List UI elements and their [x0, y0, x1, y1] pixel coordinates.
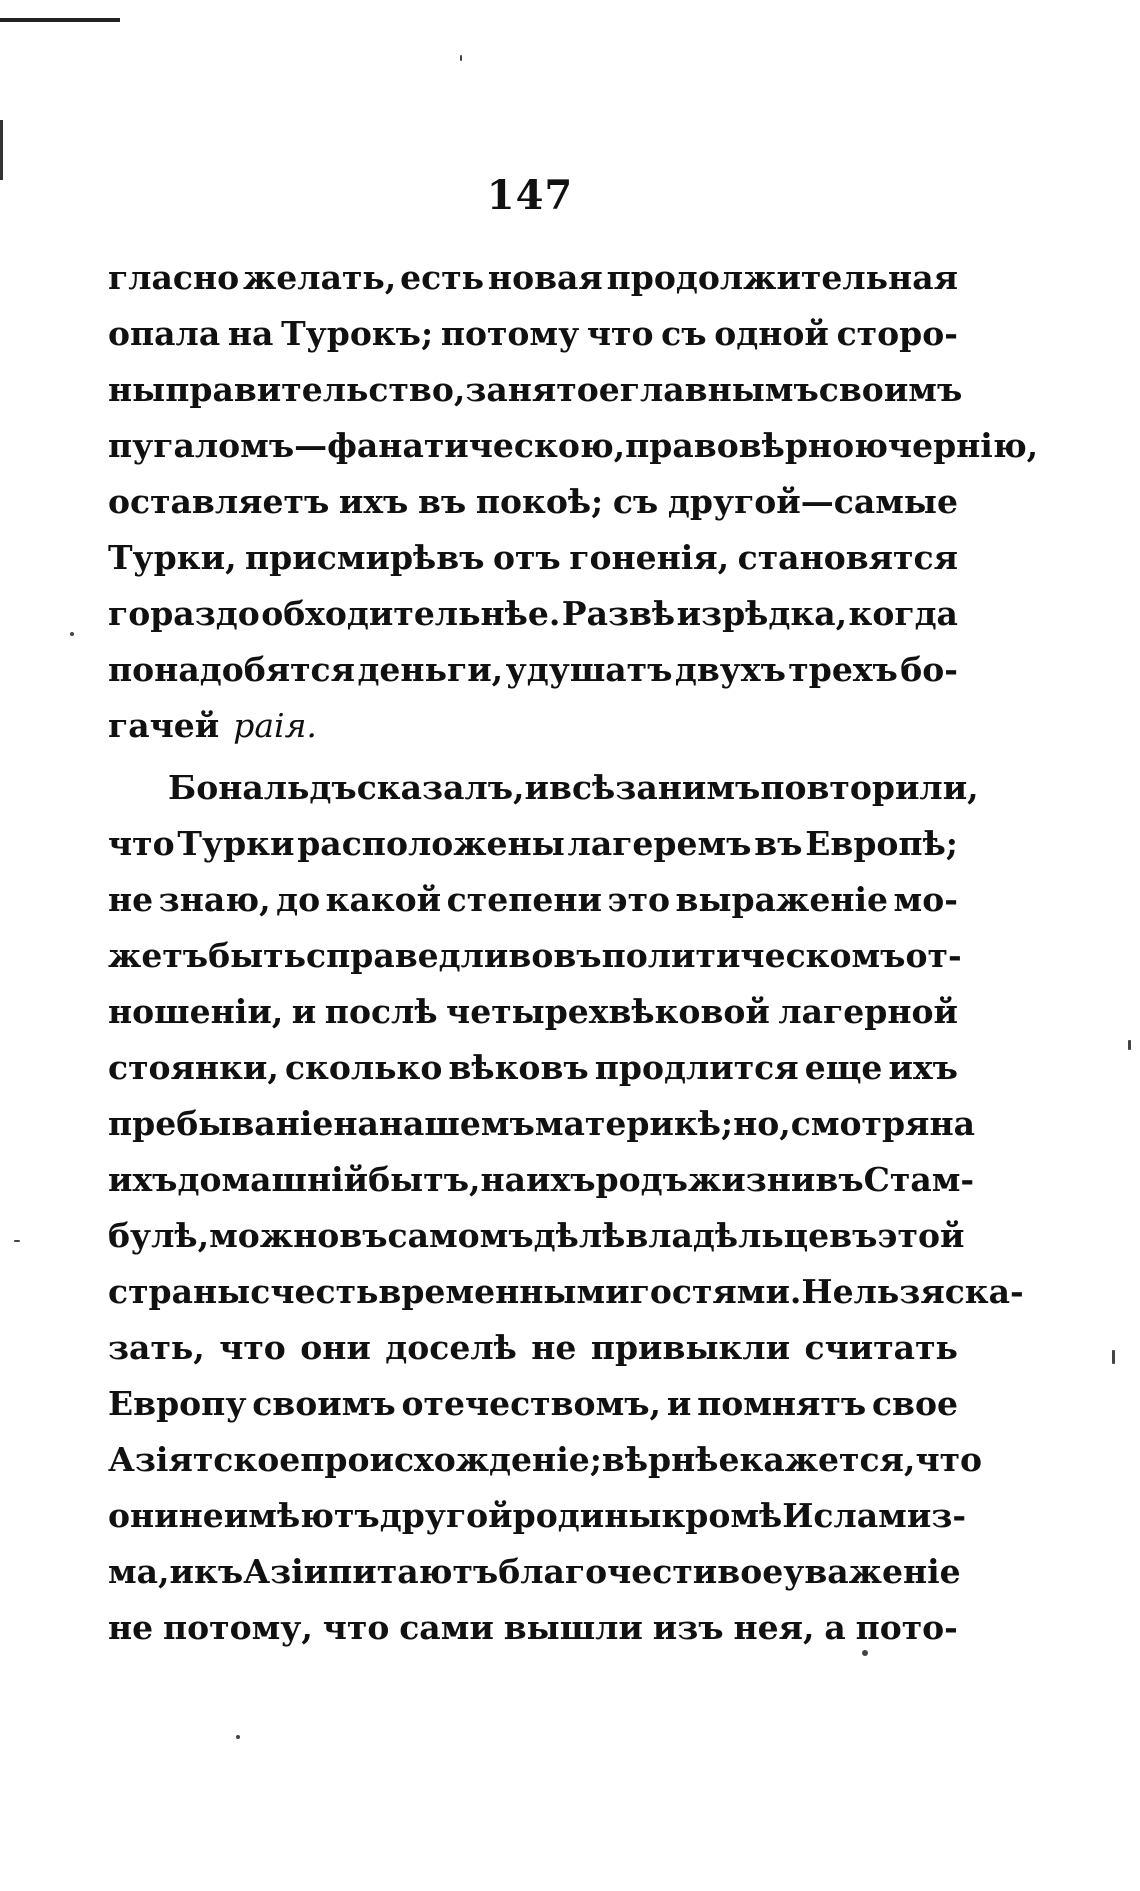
word: что	[915, 1440, 983, 1479]
scan-speck	[460, 55, 462, 61]
word: булѣ,	[108, 1216, 210, 1255]
word: въ	[339, 1216, 388, 1255]
word: материкѣ;	[534, 1104, 734, 1143]
word: ма,	[108, 1552, 170, 1591]
page-number: 147	[486, 172, 574, 219]
word: удушатъ	[505, 650, 673, 689]
word: нимъ	[657, 768, 761, 807]
word: продлится	[594, 1048, 799, 1087]
word: сами	[399, 1608, 494, 1647]
word: въ	[417, 482, 467, 521]
text-line	[108, 1600, 958, 1656]
word: кромѣ	[661, 1496, 783, 1535]
word: вышли	[503, 1608, 643, 1647]
text-line	[108, 1488, 967, 1544]
body-text	[108, 250, 1039, 1656]
word: пребываніе	[108, 1104, 334, 1143]
word: благочестивое	[498, 1552, 784, 1591]
word: до	[276, 880, 321, 919]
word: Азіятское	[108, 1440, 301, 1479]
word: и	[666, 1384, 692, 1423]
word: своимъ	[818, 370, 963, 409]
word: пугаломъ—фанатическою,	[108, 426, 626, 465]
text-line	[108, 760, 979, 816]
word: привыкли	[590, 1328, 791, 1367]
word: выраженіе	[675, 880, 889, 919]
text-line	[108, 306, 958, 362]
word: правовѣрною	[625, 426, 888, 465]
word: Европѣ;	[805, 824, 958, 863]
word: ихъ	[108, 1160, 178, 1199]
word: еще	[804, 1048, 883, 1087]
word: сказалъ,	[356, 768, 525, 807]
word: чернію,	[887, 426, 1039, 465]
word: Стам-	[863, 1160, 975, 1199]
word: изъ	[652, 1608, 724, 1647]
text-line	[108, 1096, 975, 1152]
word: что	[322, 1608, 390, 1647]
word: на	[929, 1104, 975, 1143]
scan-speck	[70, 632, 74, 636]
word: повторили,	[760, 768, 979, 807]
word: доселѣ	[385, 1328, 517, 1367]
word: есть	[400, 258, 485, 297]
word: изрѣдка,	[676, 594, 848, 633]
word: на	[333, 1104, 379, 1143]
word: на	[480, 1160, 527, 1199]
word: съ	[661, 314, 707, 353]
word: кажется,	[739, 1440, 916, 1479]
word: степени	[446, 880, 602, 919]
scan-edge-mark-left	[0, 120, 3, 180]
text-line	[108, 928, 962, 984]
word: понадобятся	[108, 650, 356, 689]
word: трехъ	[788, 650, 898, 689]
word: двухъ	[674, 650, 786, 689]
word: оставляетъ	[108, 482, 330, 521]
word: знаю,	[158, 880, 271, 919]
word: домашній	[177, 1160, 369, 1199]
word: свое	[871, 1384, 958, 1423]
word: а	[824, 1608, 846, 1647]
word: четырехвѣковой	[446, 992, 770, 1031]
word: они	[108, 1496, 179, 1535]
word: мо-	[893, 880, 958, 919]
text-line	[108, 1040, 958, 1096]
word: но,	[733, 1104, 791, 1143]
word: это	[607, 880, 671, 919]
text-line	[108, 872, 958, 928]
word: гоненія,	[569, 538, 730, 577]
text-line	[108, 698, 958, 754]
word: гораздо	[108, 594, 260, 633]
word: Турокъ;	[281, 314, 434, 353]
word: пото-	[855, 1608, 958, 1647]
word: и	[291, 992, 317, 1031]
word: не	[108, 880, 154, 919]
text-line	[108, 1544, 961, 1600]
word: страны	[108, 1272, 251, 1311]
word: владѣльцевъ	[625, 1216, 878, 1255]
text-line	[108, 362, 963, 418]
text-line	[108, 586, 958, 642]
text-line	[108, 984, 958, 1040]
word: ихъ	[526, 1160, 596, 1199]
text-line	[108, 816, 958, 872]
word: имѣютъ	[223, 1496, 380, 1535]
word: обходительнѣе.	[261, 594, 561, 633]
word: гостями.	[629, 1272, 802, 1311]
text-line	[108, 1376, 958, 1432]
word: не	[531, 1328, 577, 1367]
word: къ	[194, 1552, 244, 1591]
word: за	[615, 768, 658, 807]
word: не	[108, 1608, 154, 1647]
word: помнятъ	[697, 1384, 867, 1423]
word: въ	[553, 936, 602, 975]
word: родины	[512, 1496, 662, 1535]
word: ихъ	[338, 482, 409, 521]
text-line	[108, 642, 958, 698]
word: и	[524, 768, 550, 807]
word: нашемъ	[378, 1104, 535, 1143]
word: бытъ,	[368, 1160, 481, 1199]
word: занятое	[465, 370, 620, 409]
word: Турки,	[108, 538, 237, 577]
word: всѣ	[549, 768, 616, 807]
word: не	[178, 1496, 224, 1535]
word: Нельзя	[801, 1272, 945, 1311]
word: что	[219, 1328, 286, 1367]
word: ихъ	[888, 1048, 958, 1087]
word: какой	[325, 880, 442, 919]
word: они	[300, 1328, 371, 1367]
scan-speck	[14, 1240, 20, 1242]
word: своимъ	[252, 1384, 396, 1423]
word: потому	[440, 314, 580, 353]
word: послѣ	[324, 992, 438, 1031]
word: счесть	[250, 1272, 379, 1311]
word: на	[227, 314, 274, 353]
word: происхожденіе;	[300, 1440, 602, 1479]
word: Бональдъ	[168, 768, 357, 807]
word: смотря	[790, 1104, 930, 1143]
scan-speck	[862, 1650, 868, 1656]
word: от-	[905, 936, 962, 975]
text-line	[108, 1208, 965, 1264]
word: деньги,	[357, 650, 504, 689]
word: продолжительная	[606, 258, 958, 297]
scan-edge-mark	[0, 18, 120, 22]
word: расположены	[297, 824, 565, 863]
word: другой	[379, 1496, 513, 1535]
text-line	[108, 530, 958, 586]
word: временными	[378, 1272, 630, 1311]
word: считать	[804, 1328, 958, 1367]
word: ска-	[944, 1272, 1024, 1311]
word: жизни	[687, 1160, 816, 1199]
word: Европу	[108, 1384, 247, 1423]
word: жетъ	[108, 936, 209, 975]
word: въ	[754, 824, 803, 863]
word: лагеремъ	[567, 824, 752, 863]
word: быть	[208, 936, 307, 975]
word: отъ	[492, 538, 561, 577]
word: бо-	[900, 650, 958, 689]
text-line	[108, 474, 958, 530]
word: отечествомъ,	[401, 1384, 662, 1423]
word: зать,	[108, 1328, 205, 1367]
scan-speck	[1128, 1040, 1131, 1050]
word: съ	[612, 482, 659, 521]
word: Развѣ	[561, 594, 676, 633]
word: другой—самые	[667, 482, 958, 521]
word: уваженіе	[783, 1552, 961, 1591]
word: правительство,	[165, 370, 466, 409]
word: стоянки,	[108, 1048, 279, 1087]
text-line	[108, 1320, 958, 1376]
word: главнымъ	[619, 370, 819, 409]
word: ношеніи,	[108, 992, 284, 1031]
word: одной	[714, 314, 829, 353]
word: что	[586, 314, 654, 353]
word: гласно	[108, 258, 240, 297]
word: политическомъ	[601, 936, 906, 975]
word: потому,	[163, 1608, 313, 1647]
word: желать,	[242, 258, 397, 297]
word: самомъ	[387, 1216, 534, 1255]
word: въ	[815, 1160, 864, 1199]
word: Турки	[177, 824, 295, 863]
word: справедливо	[306, 936, 554, 975]
word: можно	[209, 1216, 340, 1255]
word: раія.	[233, 706, 317, 745]
word: что	[108, 824, 175, 863]
word: Азіи	[243, 1552, 329, 1591]
text-line	[108, 418, 1039, 474]
scan-speck	[236, 1735, 240, 1739]
text-line	[108, 1152, 975, 1208]
scan-speck	[1112, 1350, 1115, 1364]
word: Исламиз-	[782, 1496, 967, 1535]
text-line	[108, 1432, 983, 1488]
word: вѣрнѣе	[601, 1440, 740, 1479]
word: становятся	[737, 538, 958, 577]
word: сколько	[284, 1048, 443, 1087]
text-line	[108, 1264, 1024, 1320]
word: лагерной	[778, 992, 958, 1031]
word: ны	[108, 370, 166, 409]
word: присмирѣвъ	[245, 538, 485, 577]
word: гачей	[108, 706, 220, 745]
word: этой	[877, 1216, 965, 1255]
word: сторо-	[836, 314, 958, 353]
word: и	[169, 1552, 195, 1591]
word: опала	[108, 314, 221, 353]
word: покоѣ;	[475, 482, 604, 521]
word: новая	[487, 258, 603, 297]
word: вѣковъ	[448, 1048, 589, 1087]
word: дѣлѣ	[533, 1216, 626, 1255]
word: когда	[848, 594, 958, 633]
word: нея,	[733, 1608, 815, 1647]
word: родъ	[595, 1160, 688, 1199]
word: питаютъ	[328, 1552, 499, 1591]
text-line	[108, 250, 958, 306]
